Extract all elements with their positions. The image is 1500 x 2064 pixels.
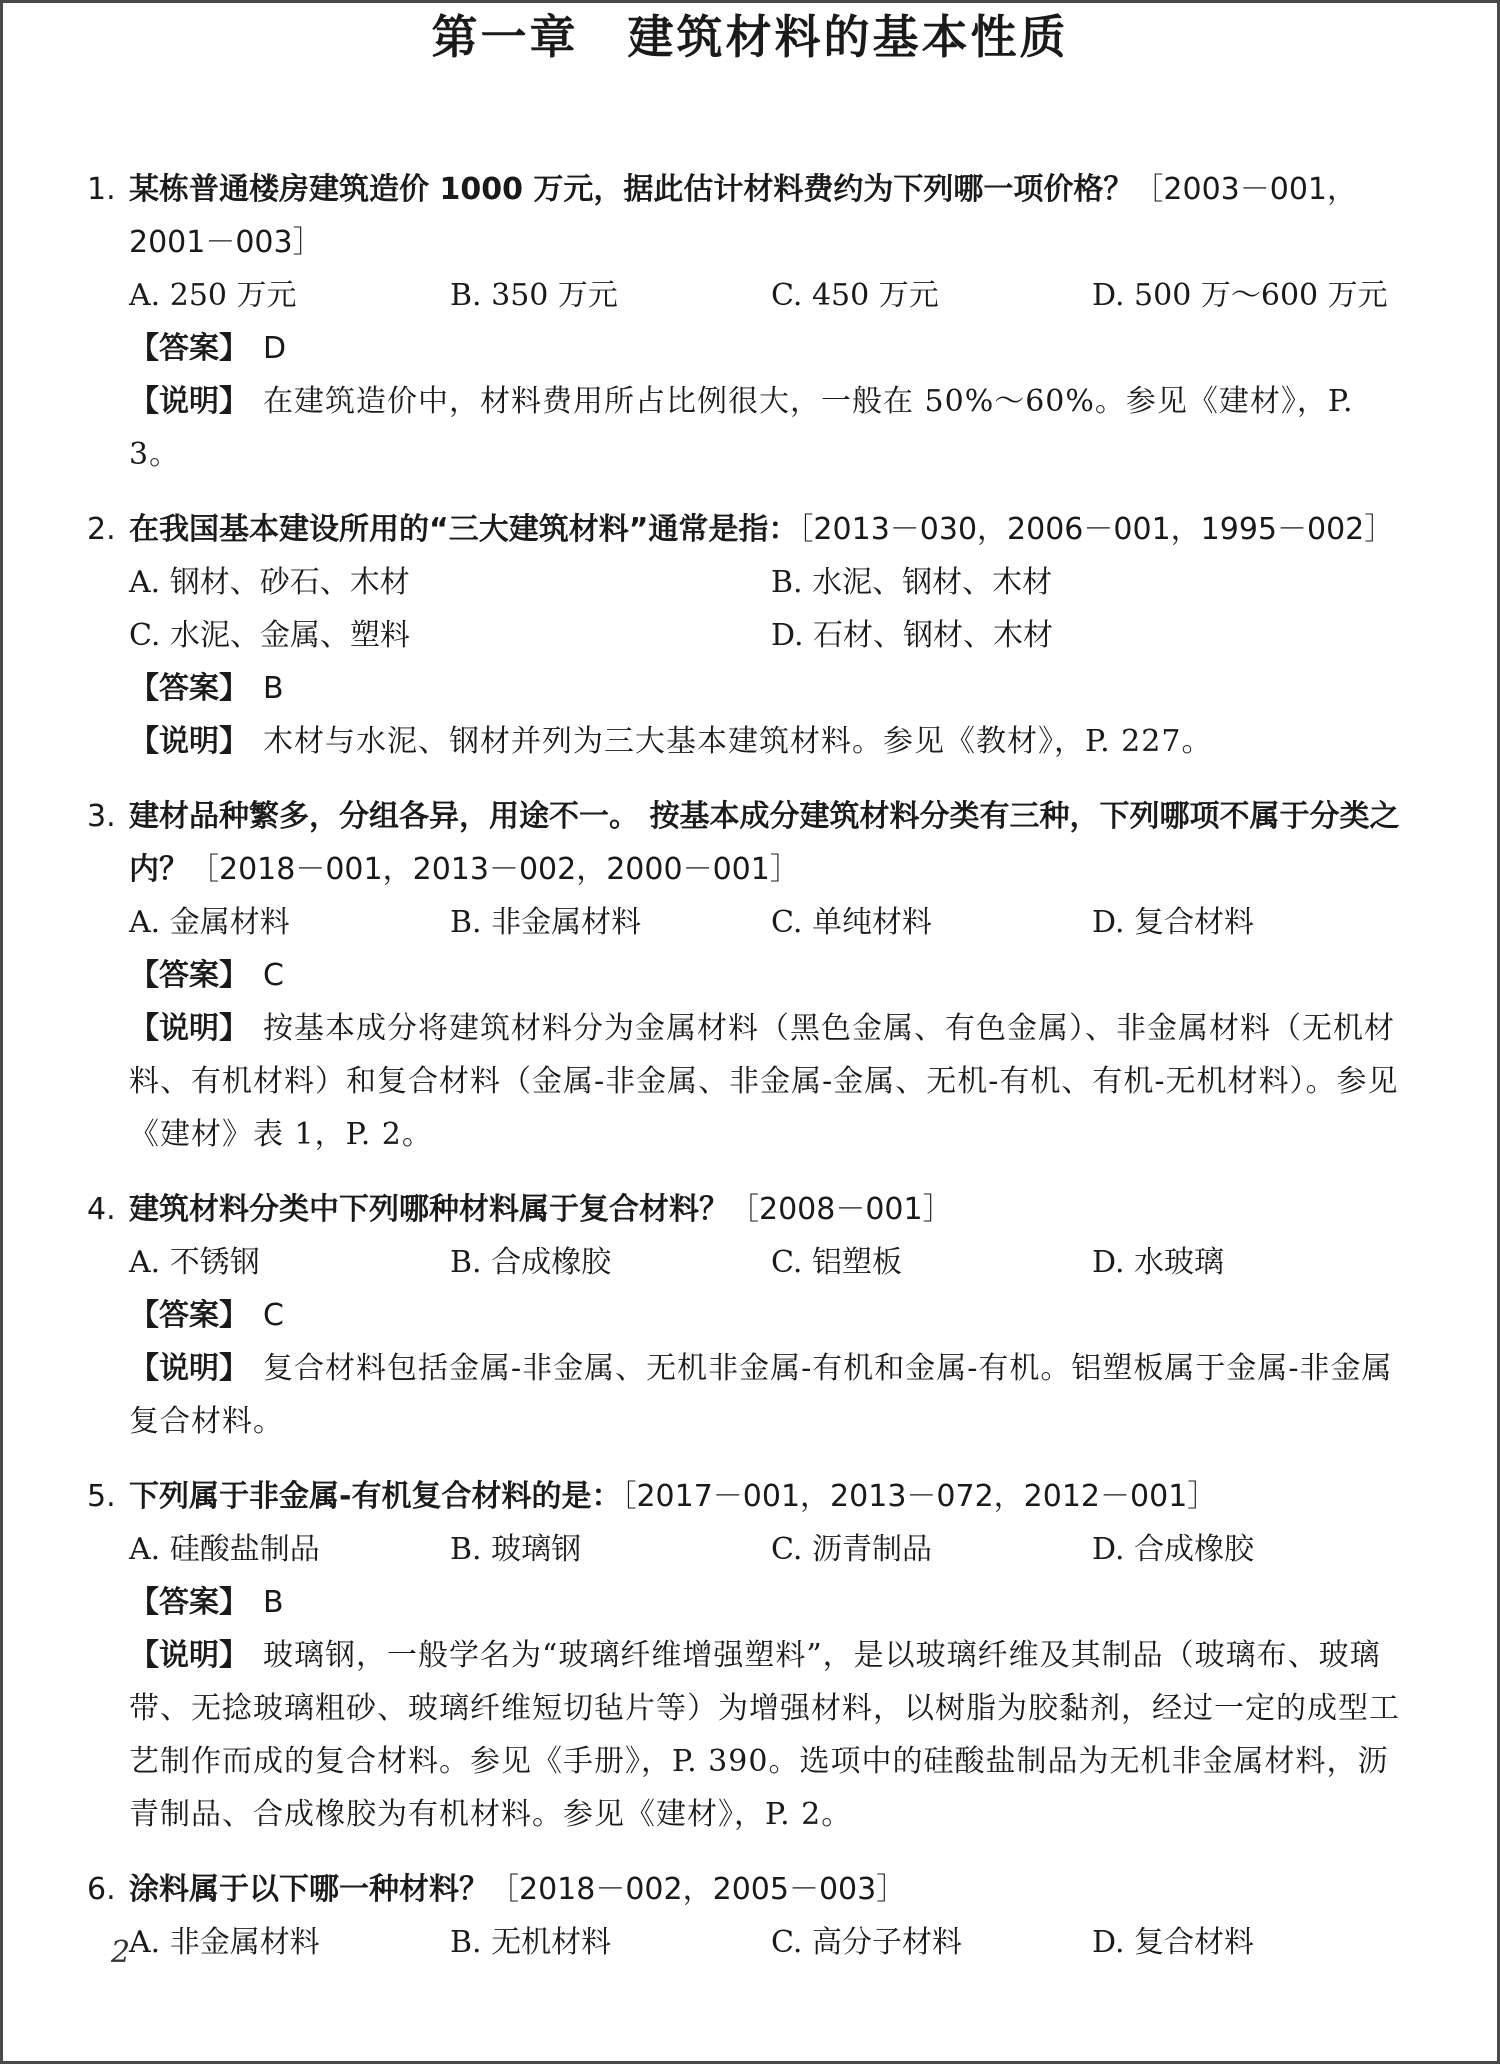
option-c: C. 水泥、金属、塑料 [129,618,410,653]
option-c: C. 沥青制品 [771,1532,932,1567]
question-source: ［2018－002，2005－003］ [489,1872,907,1907]
option-b: B. 水泥、钢材、木材 [771,565,1053,600]
option-c: C. 单纯材料 [771,905,932,940]
option-a: A. 钢材、砂石、木材 [129,565,410,600]
option-list [129,269,1413,322]
question-stem [87,503,1413,556]
explanation [129,1629,1413,1841]
chapter-title: 第一章 建筑材料的基本性质 [431,10,1069,64]
question-stem [87,1863,1413,1916]
question-number: 2. [87,512,116,547]
question-source: ［2013－030，2006－001，1995－002］ [798,512,1395,547]
option-list [129,556,1413,662]
answer-value: C [263,1298,284,1333]
explanation-text: 复合材料包括金属-非金属、无机非金属-有机和金属-有机。铝塑板属于金属-非金属复合材料。 [129,1351,1393,1439]
option-a: A. 金属材料 [129,905,290,940]
answer-value: B [263,1585,284,1620]
option-a: A. 硅酸盐制品 [129,1532,320,1567]
question-text: 建筑材料分类中下列哪种材料属于复合材料？ [129,1192,729,1227]
option-list [129,1916,1413,1969]
option-d: D. 复合材料 [1092,1925,1255,1960]
option-b: B. 350 万元 [450,278,618,313]
question-stem [87,1183,1413,1236]
explanation-label: 【说明】 [129,724,249,759]
answer-label: 【答案】 [129,671,249,706]
option-b: B. 非金属材料 [450,905,642,940]
question-2 [87,503,1413,768]
option-b: B. 合成橡胶 [450,1245,612,1280]
option-c: C. 铝塑板 [771,1245,902,1280]
explanation-text: 在建筑造价中，材料费用所占比例很大，一般在 50%～60%。参见《建材》，P. 3。 [129,384,1354,472]
option-list [129,1523,1413,1576]
option-d: D. 500 万～600 万元 [1092,278,1388,313]
question-number: 5. [87,1479,116,1514]
question-number: 6. [87,1872,116,1907]
answer-label: 【答案】 [129,958,249,993]
option-b: B. 玻璃钢 [450,1532,582,1567]
answer-label: 【答案】 [129,1585,249,1620]
answer-line [129,1576,1413,1629]
option-list [129,896,1413,949]
option-c: C. 高分子材料 [771,1925,962,1960]
option-d: D. 复合材料 [1092,905,1255,940]
question-6 [87,1863,1413,1969]
answer-label: 【答案】 [129,1298,249,1333]
question-source: ［2017－001，2013－072，2012－001］ [621,1479,1218,1514]
answer-value: D [263,331,287,366]
option-b: B. 无机材料 [450,1925,612,1960]
question-5 [87,1470,1413,1841]
answer-value: B [263,671,284,706]
option-a: A. 非金属材料 [129,1925,320,1960]
question-text: 在我国基本建设所用的“三大建筑材料”通常是指： [129,512,799,547]
question-stem [87,790,1413,896]
question-number: 1. [87,172,116,207]
question-4 [87,1183,1413,1448]
option-d: D. 石材、钢材、木材 [771,618,1054,653]
answer-label: 【答案】 [129,331,249,366]
question-3 [87,790,1413,1161]
question-text: 下列属于非金属-有机复合材料的是： [129,1479,622,1514]
question-source: ［2008－001］ [729,1192,953,1227]
explanation-text: 木材与水泥、钢材并列为三大基本建筑材料。参见《教材》，P. 227。 [263,724,1213,759]
option-a: A. 250 万元 [129,278,297,313]
answer-line [129,949,1413,1002]
question-text: 涂料属于以下哪一种材料？ [129,1872,489,1907]
explanation-label: 【说明】 [129,384,249,419]
question-source: ［2018－001，2013－002，2000－001］ [189,852,800,887]
option-d: D. 水玻璃 [1092,1245,1225,1280]
question-source: ［2003－001，2001－003］ [129,172,1357,260]
question-stem [87,163,1413,269]
explanation [129,1342,1413,1448]
explanation-text: 玻璃钢，一般学名为“玻璃纤维增强塑料”，是以玻璃纤维及其制品（玻璃布、玻璃带、无捻玻璃粗砂、玻璃纤维短切毡片等）为增强材料，以树脂为胶黏剂，经过一定的成型工艺制作而成的复合材料。参见《手册》，P. 390。选项中的硅酸盐制品为无机非金属材料，沥青制品、合成橡胶为有机材料。参见《建材》，P. 2。 [129,1638,1400,1832]
question-text: 某栋普通楼房建筑造价 1000 万元，据此估计材料费约为下列哪一项价格？ [129,172,1134,207]
question-text: 建材品种繁多，分组各异，用途不一。 按基本成分建筑材料分类有三种，下列哪项不属于分类之内？ [129,799,1400,887]
option-list [129,1236,1413,1289]
option-a: A. 不锈钢 [129,1245,260,1280]
explanation [129,715,1413,768]
explanation-label: 【说明】 [129,1011,249,1046]
answer-line [129,1289,1413,1342]
explanation-label: 【说明】 [129,1351,249,1386]
explanation [129,1002,1413,1161]
option-c: C. 450 万元 [771,278,939,313]
question-stem [87,1470,1413,1523]
page-number: 2 [111,1935,131,1970]
answer-line [129,322,1413,375]
explanation [129,375,1413,481]
option-d: D. 合成橡胶 [1092,1532,1255,1567]
question-number: 3. [87,799,116,834]
answer-line [129,662,1413,715]
explanation-text: 按基本成分将建筑材料分为金属材料（黑色金属、有色金属）、非金属材料（无机材料、有机材料）和复合材料（金属-非金属、非金属-金属、无机-有机、有机-无机材料）。参见《建材》表 1，P. 2。 [129,1011,1399,1152]
explanation-label: 【说明】 [129,1638,249,1673]
answer-value: C [263,958,284,993]
question-list [87,163,1413,1991]
question-number: 4. [87,1192,116,1227]
question-1 [87,163,1413,481]
